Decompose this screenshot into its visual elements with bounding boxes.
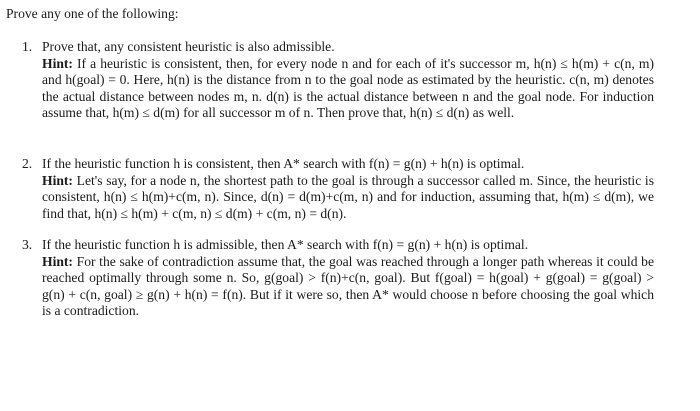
question-number: 2. bbox=[22, 156, 33, 171]
instructions: Prove any one of the following: bbox=[6, 6, 179, 21]
hint-label: Hint: bbox=[42, 55, 73, 71]
question-2 bbox=[22, 156, 654, 222]
hint-text: For the sake of contradiction assume that, the goal was reached through a longer path whereas it could be reached optimally through some n. So, g(goal) > f(n)+c(n, goal). But f(goal) = h(goal) + g(goal) = g(goal) > g(n) + c(n, goal) ≥ g(n) + h(n) = f(n). But if it were so, then A* would choose n before choosing the goal which is a contradiction. bbox=[42, 253, 654, 319]
hint-paragraph bbox=[42, 56, 654, 122]
hint-label: Hint: bbox=[42, 253, 73, 269]
hint-paragraph bbox=[42, 173, 654, 223]
hint-text: If a heuristic is consistent, then, for every node n and for each of it's successor m, h(n) ≤ h(m) + c(n, m) and h(goal) = 0. Here, h(n) is the distance from n to the goal node as estimated by the heuristic. c(n, m) denotes the actual distance between nodes m, n. d(n) is the actual distance between n and the goal node. For induction assume that, h(m) ≤ d(m) for all successor m of n. Then prove that, h(n) ≤ d(n) as well. bbox=[42, 55, 655, 121]
question-statement: Prove that, any consistent heuristic is also admissible. bbox=[42, 39, 335, 54]
question-1 bbox=[22, 39, 654, 122]
question-body bbox=[42, 156, 654, 222]
hint-text: Let's say, for a node n, the shortest path to the goal is through a successor called m. Since, the heuristic is consistent, h(n) ≤ h(m)+c(m, n). Since, d(n) = d(m)+c(m, n) and for induction, assuming that, h(m) ≤ d(m), we find that, h(n) ≤ h(m) + c(m, n) ≤ d(m) + c(m, n) = d(n). bbox=[42, 172, 655, 221]
hint-paragraph bbox=[42, 254, 654, 320]
question-3 bbox=[22, 237, 654, 320]
question-body bbox=[42, 39, 654, 122]
hint-label: Hint: bbox=[42, 172, 73, 188]
question-number: 3. bbox=[22, 237, 33, 252]
question-statement: If the heuristic function h is admissible, then A* search with f(n) = g(n) + h(n) is optimal. bbox=[42, 237, 529, 252]
question-statement: If the heuristic function h is consistent, then A* search with f(n) = g(n) + h(n) is optimal. bbox=[42, 156, 525, 171]
question-number: 1. bbox=[22, 39, 33, 54]
question-body bbox=[42, 237, 654, 320]
